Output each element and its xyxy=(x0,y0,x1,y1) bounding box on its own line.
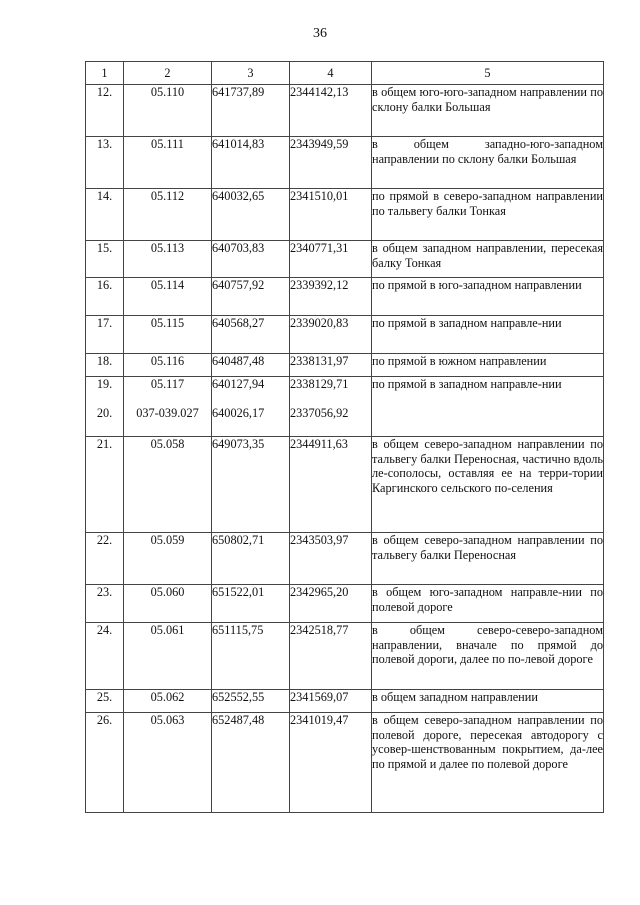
column-header-2: 2 xyxy=(124,62,212,85)
point-id: 05.061 xyxy=(124,623,212,690)
table-row xyxy=(86,623,604,690)
row-number: 13. xyxy=(86,137,124,189)
coordinate-y: 2344911,63 xyxy=(290,437,372,533)
coordinate-y: 2344142,13 xyxy=(290,85,372,137)
coordinate-x: 650802,71 xyxy=(212,533,290,585)
point-id: 05.063 xyxy=(124,713,212,813)
table-row xyxy=(86,585,604,623)
coordinate-y: 2342965,20 xyxy=(290,585,372,623)
coordinate-y: 2339020,83 xyxy=(290,316,372,354)
table-row xyxy=(86,533,604,585)
coordinate-x-pair xyxy=(212,377,290,437)
direction-description: по прямой в южном направлении xyxy=(372,354,604,377)
coordinate-x: 640703,83 xyxy=(212,241,290,278)
coordinate-x: 640487,48 xyxy=(212,354,290,377)
direction-description: в общем северо-западном направлении по тальвегу балки Переносная xyxy=(372,533,604,585)
table-row xyxy=(86,241,604,278)
coordinate-y: 2338129,71 xyxy=(290,377,349,391)
direction-description: по прямой в западном направле-нии xyxy=(372,377,604,437)
row-number: 22. xyxy=(86,533,124,585)
row-number-pair xyxy=(86,377,124,437)
row-number: 26. xyxy=(86,713,124,813)
direction-description: в общем западном направлении xyxy=(372,690,604,713)
direction-description: в общем западном направлении, пересекая балку Тонкая xyxy=(372,241,604,278)
coordinate-y: 2340771,31 xyxy=(290,241,372,278)
coordinate-x: 640757,92 xyxy=(212,278,290,316)
row-number: 16. xyxy=(86,278,124,316)
row-spacer xyxy=(124,392,211,406)
point-id: 05.115 xyxy=(124,316,212,354)
direction-description: в общем западно-юго-западном направлении по склону балки Большая xyxy=(372,137,604,189)
column-header-4: 4 xyxy=(290,62,372,85)
row-number: 17. xyxy=(86,316,124,354)
coordinate-x: 640127,94 xyxy=(212,377,265,391)
coordinate-y: 2337056,92 xyxy=(290,405,349,420)
direction-description: по прямой в западном направле-нии xyxy=(372,316,604,354)
table-row xyxy=(86,85,604,137)
row-spacer xyxy=(86,392,123,406)
coordinate-x: 651115,75 xyxy=(212,623,290,690)
table-row xyxy=(86,377,604,437)
row-number: 19. xyxy=(96,377,113,391)
coordinate-y-pair xyxy=(290,377,372,437)
row-number: 18. xyxy=(86,354,124,377)
point-id: 05.111 xyxy=(124,137,212,189)
point-id: 05.112 xyxy=(124,189,212,241)
table-row xyxy=(86,137,604,189)
direction-description: в общем северо-северо-западном направлении, вначале по прямой до полевой дороги, далее по по-левой дороге xyxy=(372,623,604,690)
column-header-1: 1 xyxy=(86,62,124,85)
page-number: 36 xyxy=(313,26,327,41)
coordinate-y: 2341510,01 xyxy=(290,189,372,241)
point-id: 05.113 xyxy=(124,241,212,278)
table-row xyxy=(86,690,604,713)
direction-description: в общем северо-западном направлении по тальвегу балки Переносная, частично вдоль ле-сополосы, оставляя ее на терри-тории Каргинского сельского по-селения xyxy=(372,437,604,533)
row-number: 15. xyxy=(86,241,124,278)
point-id: 05.062 xyxy=(124,690,212,713)
coordinate-y: 2341019,47 xyxy=(290,713,372,813)
point-id: 05.059 xyxy=(124,533,212,585)
direction-description: по прямой в юго-западном направлении xyxy=(372,278,604,316)
direction-description: в общем юго-западном направле-нии по полевой дороге xyxy=(372,585,604,623)
coordinate-y: 2343949,59 xyxy=(290,137,372,189)
point-id: 05.058 xyxy=(124,437,212,533)
coordinate-y: 2342518,77 xyxy=(290,623,372,690)
column-header-5: 5 xyxy=(372,62,604,85)
table-header-row xyxy=(86,62,604,85)
coordinate-x: 641737,89 xyxy=(212,85,290,137)
row-spacer xyxy=(212,392,289,406)
coordinate-x: 640568,27 xyxy=(212,316,290,354)
point-id: 05.060 xyxy=(124,585,212,623)
coordinate-y: 2343503,97 xyxy=(290,533,372,585)
direction-description: в общем северо-западном направлении по полевой дороге, пересекая автодорогу с усовер-шенствованным покрытием, да-лее по прямой и далее по полевой дороге xyxy=(372,713,604,813)
point-id-pair xyxy=(124,377,212,437)
direction-description: по прямой в северо-западном направлении по тальвегу балки Тонкая xyxy=(372,189,604,241)
row-number: 12. xyxy=(86,85,124,137)
row-number: 23. xyxy=(86,585,124,623)
table-row xyxy=(86,189,604,241)
table-row xyxy=(86,354,604,377)
coordinate-x: 640026,17 xyxy=(212,405,265,420)
coordinate-x: 651522,01 xyxy=(212,585,290,623)
row-number: 21. xyxy=(86,437,124,533)
table-row xyxy=(86,278,604,316)
coordinate-y: 2339392,12 xyxy=(290,278,372,316)
table-row xyxy=(86,316,604,354)
point-id: 05.114 xyxy=(124,278,212,316)
coordinate-x: 640032,65 xyxy=(212,189,290,241)
point-id: 037-039.027 xyxy=(136,405,199,420)
row-number: 14. xyxy=(86,189,124,241)
coordinate-x: 649073,35 xyxy=(212,437,290,533)
point-id: 05.110 xyxy=(124,85,212,137)
coordinate-x: 641014,83 xyxy=(212,137,290,189)
coordinate-x: 652487,48 xyxy=(212,713,290,813)
point-id: 05.117 xyxy=(150,377,185,391)
column-header-3: 3 xyxy=(212,62,290,85)
coordinate-x: 652552,55 xyxy=(212,690,290,713)
coordinate-y: 2338131,97 xyxy=(290,354,372,377)
point-id: 05.116 xyxy=(124,354,212,377)
row-number: 20. xyxy=(96,405,113,420)
boundary-coordinates-table xyxy=(85,61,604,813)
coordinate-y: 2341569,07 xyxy=(290,690,372,713)
row-spacer xyxy=(290,392,371,406)
row-number: 24. xyxy=(86,623,124,690)
table-row xyxy=(86,437,604,533)
table-row xyxy=(86,713,604,813)
direction-description: в общем юго-юго-западном направлении по склону балки Большая xyxy=(372,85,604,137)
row-number: 25. xyxy=(86,690,124,713)
